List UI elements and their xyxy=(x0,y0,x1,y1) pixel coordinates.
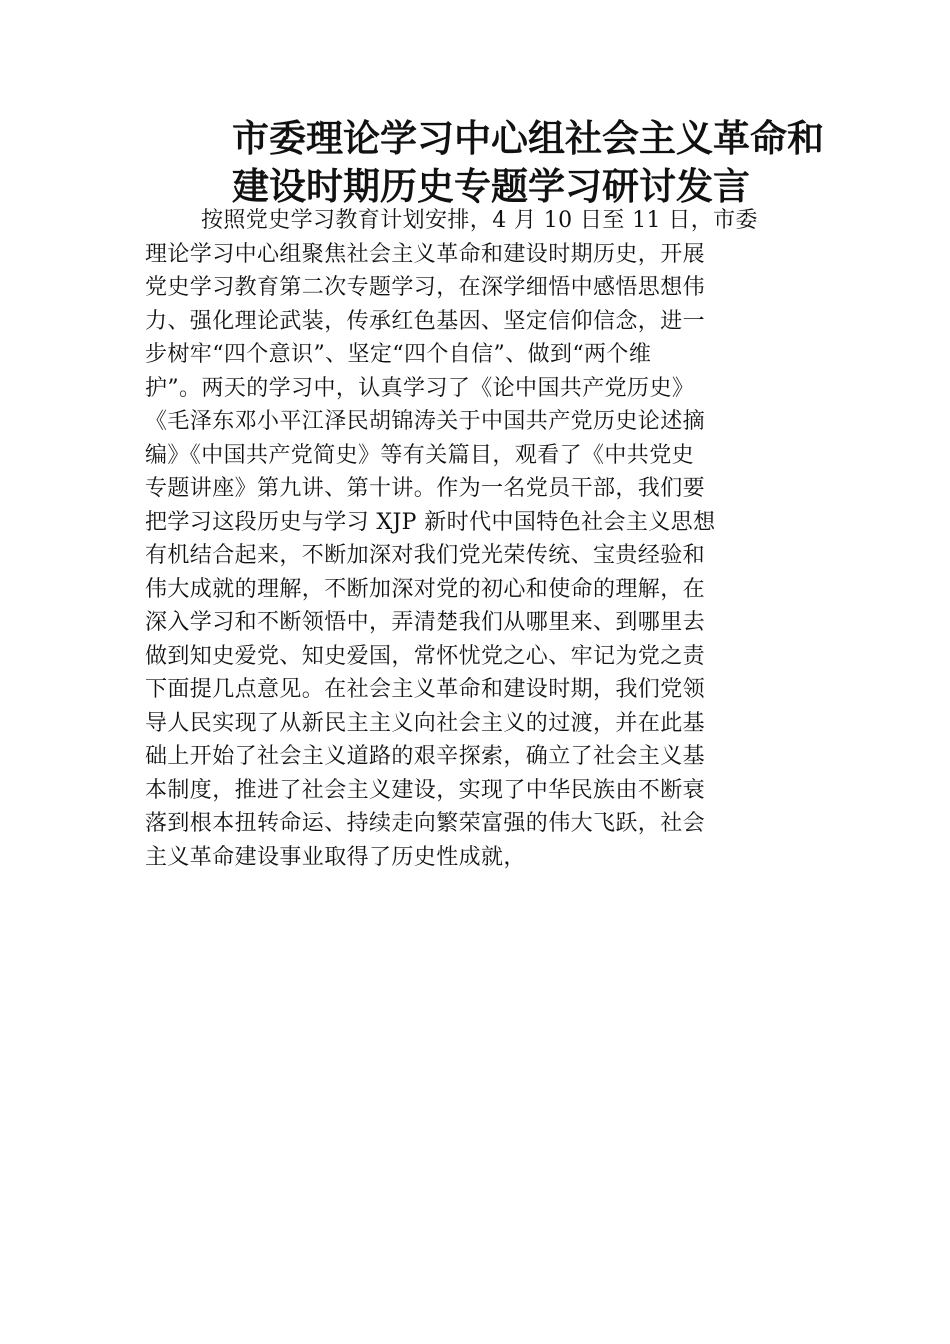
body-line: 深入学习和不断领悟中，弄清楚我们从哪里来、到哪里去 xyxy=(145,610,706,635)
body-line: 把学习这段历史与学习 XJP 新时代中国特色社会主义思想 xyxy=(145,509,716,535)
body-line: 做到知史爱党、知史爱国，常怀忧党之心、牢记为党之责 xyxy=(145,643,706,669)
document-body xyxy=(145,204,807,874)
body-line: 本制度，推进了社会主义建设，实现了中华民族由不断衰 xyxy=(145,777,706,803)
body-line: 理论学习中心组聚焦社会主义革命和建设时期历史，开展 xyxy=(145,241,706,267)
document-title xyxy=(232,114,832,210)
body-line: 护”。两天的学习中，认真学习了《论中国共产党历史》 xyxy=(145,375,695,401)
body-line: 按照党史学习教育计划安排，4 月 10 日至 11 日，市委 xyxy=(201,208,758,233)
body-line: 主义革命建设事业取得了历史性成就， xyxy=(145,844,526,870)
body-line: 伟大成就的理解，不断加深对党的初心和使命的理解，在 xyxy=(145,576,706,602)
body-line: 下面提几点意见。在社会主义革命和建设时期，我们党领 xyxy=(145,677,706,702)
body-line: 力、强化理论武装，传承红色基因、坚定信仰信念，进一 xyxy=(145,308,706,334)
body-line: 编》《中国共产党简史》等有关篇目，观看了《中共党史 xyxy=(145,442,695,468)
body-line: 步树牢“四个意识”、坚定“四个自信”、做到“两个维 xyxy=(145,342,652,367)
body-line: 《毛泽东邓小平江泽民胡锦涛关于中国共产党历史论述摘 xyxy=(145,409,706,434)
title-line-1: 市委理论学习中心组社会主义革命和 xyxy=(232,116,824,160)
body-line: 有机结合起来，不断加深对我们党光荣传统、宝贵经验和 xyxy=(145,543,706,568)
title-line-2: 建设时期历史专题学习研讨发言 xyxy=(232,164,750,208)
body-line: 专题讲座》第九讲、第十讲。作为一名党员干部，我们要 xyxy=(145,476,706,501)
body-line: 落到根本扭转命运、持续走向繁荣富强的伟大飞跃，社会 xyxy=(145,811,706,836)
body-line: 导人民实现了从新民主主义向社会主义的过渡，并在此基 xyxy=(145,710,706,736)
body-line: 党史学习教育第二次专题学习，在深学细悟中感悟思想伟 xyxy=(145,275,706,300)
body-line: 础上开始了社会主义道路的艰辛探索，确立了社会主义基 xyxy=(145,744,706,769)
